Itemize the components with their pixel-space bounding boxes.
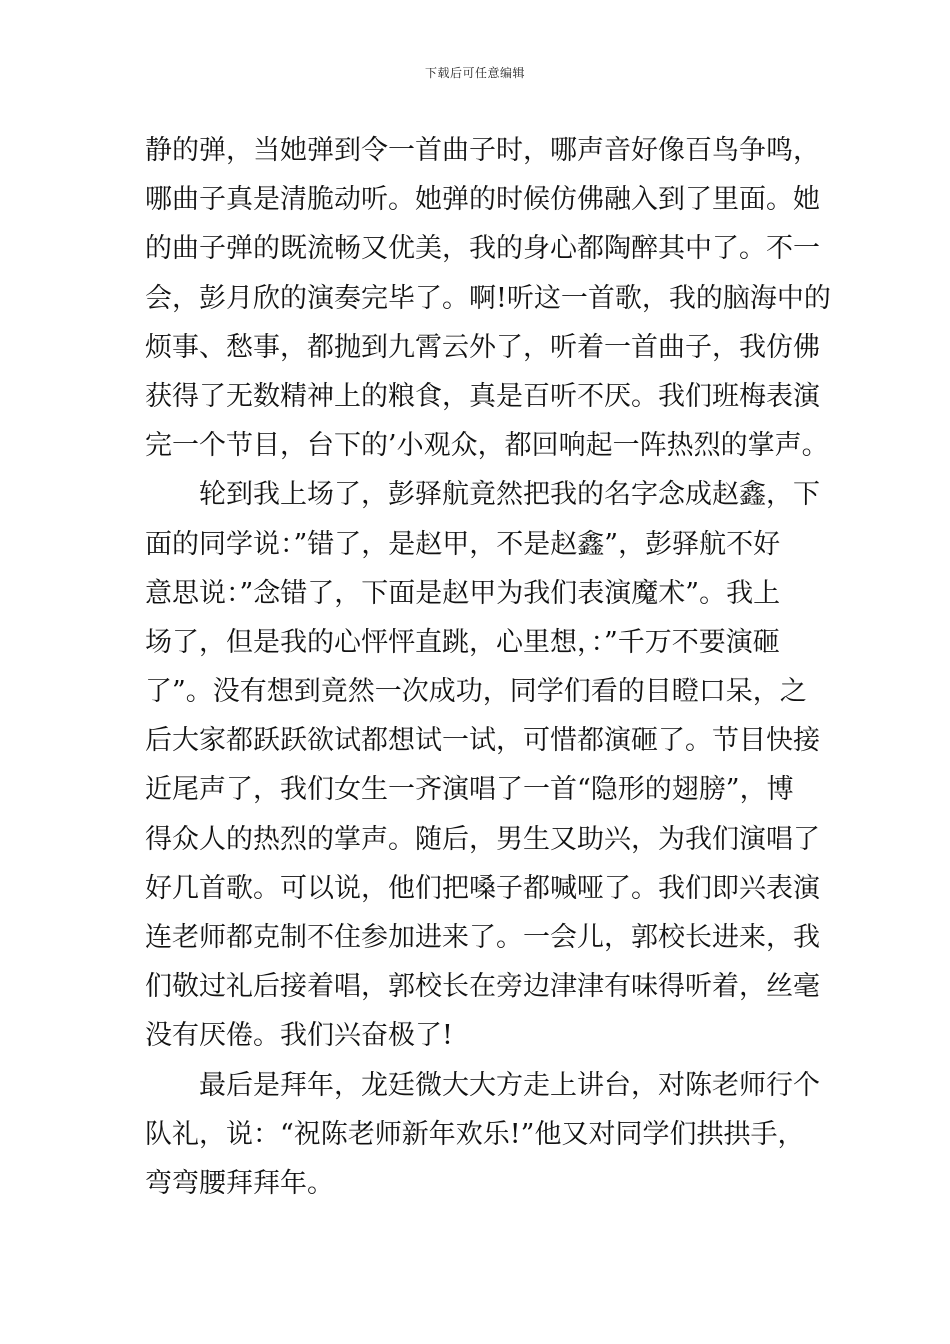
text-line: 意思说：”念错了，下面是赵甲为我们表演魔术”。我上 — [145, 577, 781, 609]
text-line: 获得了无数精神上的粮食，真是百听不厌。我们班梅表演 — [145, 380, 820, 412]
text-line: 面的同学说：”错了，是赵甲，不是赵鑫”，彭驿航不好 — [145, 528, 781, 560]
text-line: 连老师都克制不住参加进来了。一会儿，郭校长进来，我 — [145, 922, 820, 953]
document-body — [145, 126, 831, 1208]
text-line: 烦事、愁事，都抛到九霄云外了，听着一首曲子，我仿佛 — [145, 331, 820, 363]
text-line: 哪曲子真是清脆动听。她弹的时候仿佛融入到了里面。她 — [145, 184, 820, 216]
text-line: 静的弹，当她弹到令一首曲子时，哪声音好像百鸟争鸣， — [145, 135, 820, 166]
paragraph-first-line: 轮到我上场了，彭驿航竟然把我的名字念成赵鑫，下 — [199, 479, 820, 511]
text-line: 场了，但是我的心怦怦直跳，心里想，：”千万不要演砸 — [145, 626, 780, 658]
text-line: 好几首歌。可以说，他们把嗓子都喊哑了。我们即兴表演 — [145, 872, 820, 904]
text-line: 了”。没有想到竟然一次成功，同学们看的目瞪口呆，之 — [145, 676, 807, 708]
text-line: 们敬过礼后接着唱，郭校长在旁边津津有味得听着，丝毫 — [145, 971, 820, 1003]
text-line: 得众人的热烈的掌声。随后，男生又助兴，为我们演唱了 — [145, 823, 820, 855]
text-line: 会，彭月欣的演奏完毕了。啊!听这一首歌，我的脑海中的 — [145, 282, 831, 314]
text-line: 完一个节目，台下的’小观众，都回响起一阵热烈的掌声。 — [145, 430, 829, 462]
text-line: 后大家都跃跃欲试都想试一试，可惜都演砸了。节目快接 — [145, 725, 820, 757]
page-header-note: 下载后可任意编辑 — [424, 66, 525, 80]
paragraph-first-line: 最后是拜年，龙廷微大大方走上讲台，对陈老师行个 — [199, 1069, 820, 1101]
text-line: 弯弯腰拜拜年。 — [145, 1167, 334, 1199]
text-line: 队礼，说：“祝陈老师新年欢乐!”他又对同学们拱拱手， — [145, 1118, 805, 1150]
text-line: 的曲子弹的既流畅又优美，我的身心都陶醉其中了。不一 — [145, 233, 820, 265]
text-line: 没有厌倦。我们兴奋极了! — [145, 1020, 453, 1052]
text-line: 近尾声了，我们女生一齐演唱了一首“隐形的翅膀”，博 — [145, 774, 794, 806]
